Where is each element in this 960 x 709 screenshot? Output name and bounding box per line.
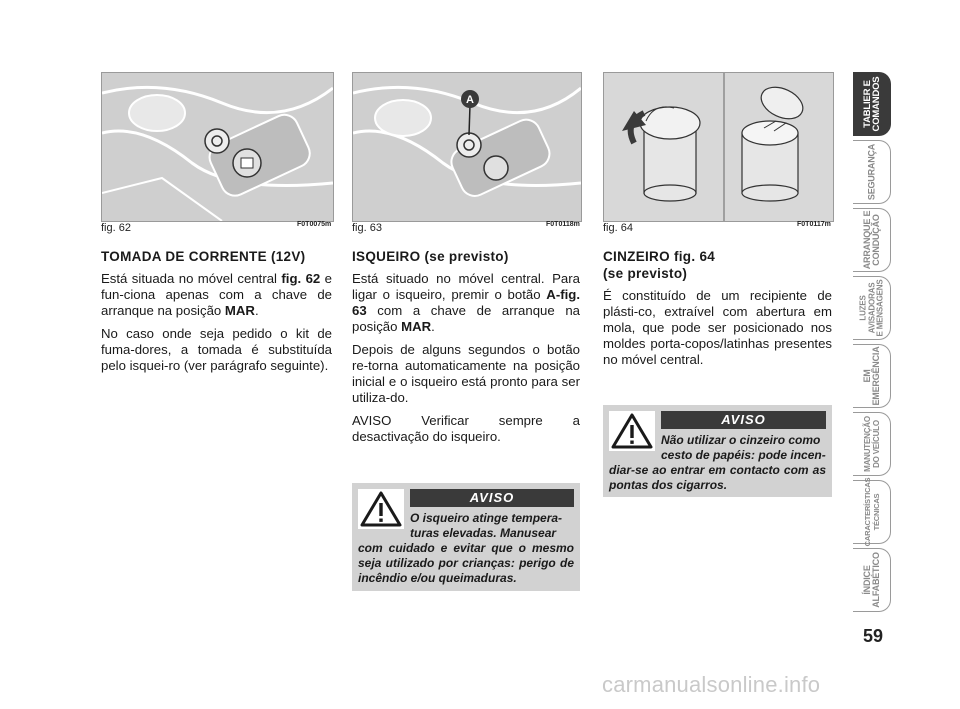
figure-reference: A-fig. 63 (352, 287, 580, 318)
tab-label: CARACTERÍSTICAS TÉCNICAS (862, 477, 881, 547)
tab-label: LUZES AVISADORAS E MENSAGENS (857, 279, 884, 337)
tab-tablier-e-comandos[interactable] (853, 72, 891, 136)
figure-62 (101, 72, 334, 222)
figure-64 (603, 72, 834, 222)
tab-caracteristicas-tecnicas[interactable] (853, 477, 891, 547)
text-segment: com a chave de arranque na posição (352, 303, 580, 334)
warning-line: com cuidado e evitar que o mesmo seja utilizado por crianças: perigo de incêndio e/ou queimaduras. (358, 541, 574, 585)
paragraph-lighter-3: AVISO Verificar sempre a desactivação do isqueiro. (352, 413, 580, 444)
warning-title: AVISO (661, 411, 826, 429)
paragraph-power-socket-2: No caso onde seja pedido o kit de fuma-dores, a tomada é substituída pelo isquei-ro (ver parágrafo seguinte). (101, 326, 332, 373)
text-segment: Está situado no móvel central. Para ligar o isqueiro, premir o botão (352, 271, 580, 302)
tab-indice-alfabetico[interactable] (853, 548, 891, 612)
warning-line: turas elevadas. Manusear (410, 526, 557, 540)
tab-label: EM EMERGÊNCIA (861, 346, 881, 406)
figure-63-marker: A (466, 94, 474, 106)
warning-box-ashtray (603, 405, 832, 497)
figure-63-illustration (353, 73, 581, 221)
column-right (603, 248, 832, 375)
tab-label: TABLIER E COMANDOS (861, 76, 882, 132)
column-left (101, 248, 332, 381)
page-number: 59 (862, 626, 884, 646)
figure-62-illustration (102, 73, 333, 221)
figure-62-caption: fig. 62 (101, 222, 131, 234)
tab-label: ARRANQUE E CONDUÇÃO (861, 210, 881, 270)
heading-ashtray-sub: (se previsto) (603, 266, 688, 281)
figure-64-code: F0T0117m (797, 221, 831, 228)
figure-63 (352, 72, 582, 222)
tab-manutencao-do-veiculo[interactable] (853, 412, 891, 476)
paragraph-ashtray-1: É constituído de um recipiente de plásti-co, extraível com abertura em mola, que pode ser posicionado nos moldes porta-copos/latinhas presentes no móvel central. (603, 288, 832, 367)
text-segment: . (431, 319, 435, 334)
paragraph-lighter-2: Depois de alguns segundos o botão re-torna automaticamente na posição inicial e o isqueiro está pronto para ser utiliza-do. (352, 342, 580, 405)
text-segment: e fun-ciona apenas com a chave de arranque na posição (101, 271, 332, 318)
figure-64-caption: fig. 64 (603, 222, 633, 234)
figure-63-code: F0T0118m (546, 221, 580, 228)
key-position: MAR (224, 303, 255, 318)
heading-power-socket: TOMADA DE CORRENTE (12V) (101, 249, 306, 264)
tab-seguranca[interactable] (853, 140, 891, 204)
figure-64-illustration (604, 73, 833, 221)
tab-luzes-avisadoras[interactable] (853, 276, 891, 340)
figure-reference: fig. 62 (281, 271, 321, 286)
paragraph-power-socket-1 (101, 271, 332, 319)
watermark: carmanualsonline.info (602, 672, 821, 697)
heading-lighter: ISQUEIRO (se previsto) (352, 249, 509, 264)
tab-label: SEGURANÇA (866, 143, 876, 201)
text-segment: . (254, 303, 259, 318)
column-middle (352, 248, 580, 452)
tab-label: ÍNDICE ALFABÉTICO (861, 552, 881, 608)
warning-triangle-icon (358, 489, 404, 529)
warning-line: O isqueiro atinge tempera- (410, 511, 563, 525)
text-segment: Está situada no móvel central (101, 271, 282, 286)
warning-triangle-icon (609, 411, 655, 451)
warning-line: Não utilizar o cinzeiro como (661, 433, 821, 447)
figure-62-code: F0T0075m (297, 221, 332, 228)
tab-arranque-e-conducao[interactable] (853, 208, 891, 272)
figure-63-caption: fig. 63 (352, 222, 382, 234)
warning-line: diar-se ao entrar em contacto com as pontas dos cigarros. (609, 463, 826, 492)
tab-em-emergencia[interactable] (853, 344, 891, 408)
warning-box-lighter (352, 483, 580, 591)
warning-line: cesto de papéis: pode incen- (661, 448, 826, 462)
warning-title: AVISO (410, 489, 574, 507)
heading-ashtray: CINZEIRO fig. 64 (603, 249, 716, 264)
paragraph-lighter-1 (352, 271, 580, 335)
key-position: MAR (401, 319, 432, 334)
tab-label: MANUTENÇÃO DO VEÍCULO (862, 416, 881, 472)
